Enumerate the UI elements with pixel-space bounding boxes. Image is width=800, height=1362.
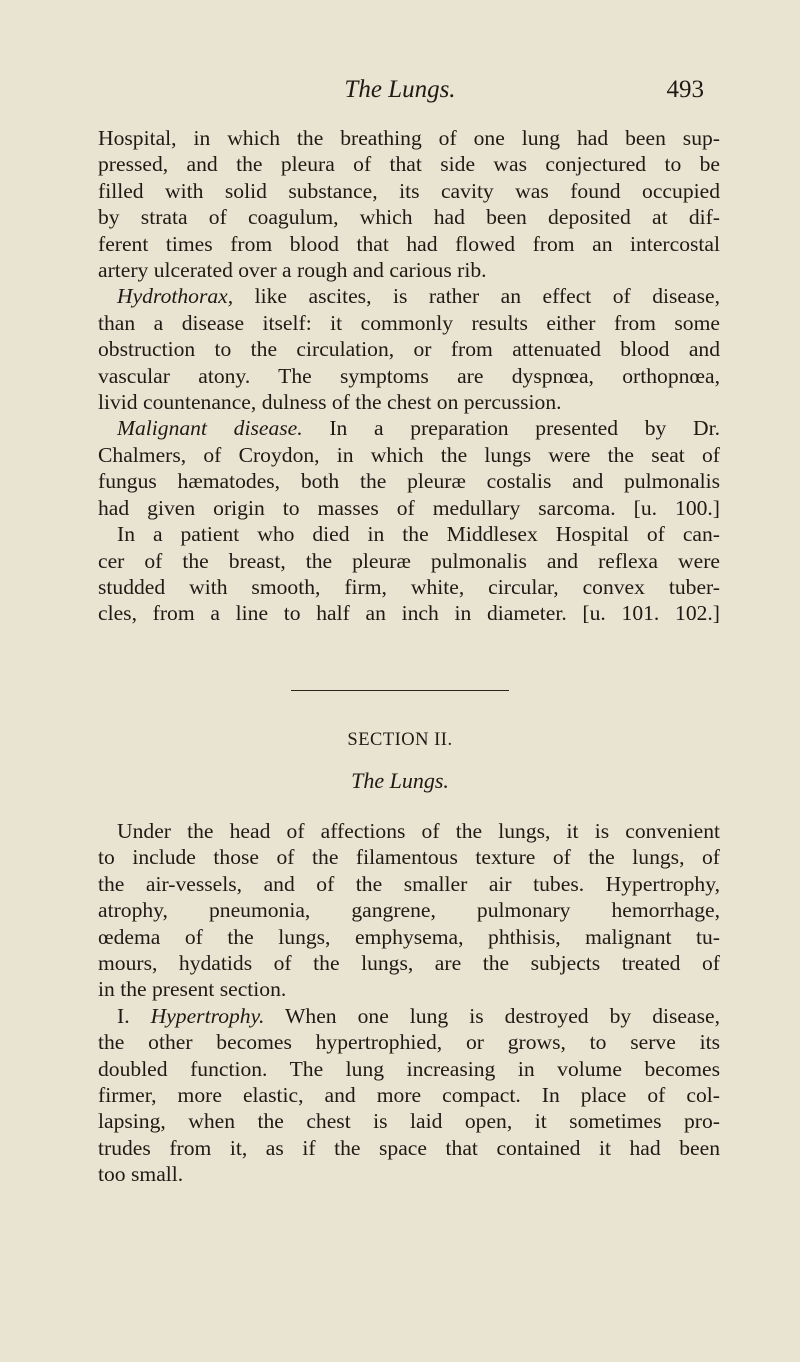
text-line: In a patient who died in the Middlesex Hospital of can- <box>117 522 720 547</box>
paragraph-introduction <box>98 818 720 1003</box>
text-line: in the present section. <box>98 977 287 1002</box>
text-line: Hospital, in which the breathing of one lung had been sup- <box>98 126 720 150</box>
text-line: vascular atony. The symptoms are dyspnœa, orthopnœa, <box>98 363 720 388</box>
running-head <box>0 72 800 112</box>
paragraph-hydrothorax <box>98 283 720 415</box>
text-line: pressed, and the pleura of that side was conjectured to be <box>98 152 720 177</box>
text-line: cles, from a line to half an inch in diameter. [u. 101. 102.] <box>98 601 720 626</box>
text-line <box>98 415 720 441</box>
text-line: trudes from it, as if the space that contained it had been <box>98 1135 720 1160</box>
paragraph-malignant-disease <box>98 415 720 521</box>
paragraph-continued <box>98 125 720 283</box>
text-line: to include those of the filamentous texture of the lungs, of <box>98 845 720 870</box>
text-line: œdema of the lungs, emphysema, phthisis, malignant tu- <box>98 924 720 949</box>
paragraph-hypertrophy <box>98 1003 720 1188</box>
text-block-2 <box>98 818 720 1188</box>
text-line <box>98 1003 720 1029</box>
running-title: The Lungs. <box>344 76 456 103</box>
text-line: artery ulcerated over a rough and carious rib. <box>98 258 487 283</box>
page-number: 493 <box>666 76 704 103</box>
term-hydrothorax: Hydrothorax, <box>117 284 234 309</box>
section-subtitle: The Lungs. <box>351 768 449 793</box>
text-line: filled with solid substance, its cavity was found occupied <box>98 178 720 203</box>
term-malignant-disease: Malignant disease. <box>117 416 303 441</box>
text-line: had given origin to masses of medullary sarcoma. [u. 100.] <box>98 495 720 520</box>
text-run: like ascites, is rather an effect of disease, <box>233 284 720 309</box>
text-line: fungus hæmatodes, both the pleuræ costalis and pulmonalis <box>98 469 720 494</box>
text-line: by strata of coagulum, which had been deposited at dif- <box>98 205 720 230</box>
text-run: In a preparation presented by Dr. <box>302 416 721 441</box>
text-line: ferent times from blood that had flowed from an intercostal <box>98 231 720 256</box>
text-line: studded with smooth, firm, white, circular, convex tuber- <box>98 574 720 599</box>
text-line: the other becomes hypertrophied, or grows, to serve its <box>98 1030 720 1055</box>
text-line: Under the head of affections of the lungs, it is convenient <box>117 819 720 843</box>
section-heading: SECTION II. <box>347 730 453 750</box>
text-line: livid countenance, dulness of the chest on percussion. <box>98 390 562 415</box>
text-line <box>98 283 720 309</box>
term-hypertrophy: Hypertrophy. <box>150 1003 265 1028</box>
text-block-1 <box>98 125 720 627</box>
text-line: mours, hydatids of the lungs, are the subjects treated of <box>98 951 720 976</box>
text-line: doubled function. The lung increasing in volume becomes <box>98 1056 720 1081</box>
text-line: Chalmers, of Croydon, in which the lungs were the seat of <box>98 442 720 467</box>
numeral: I. <box>117 1003 151 1028</box>
text-line: obstruction to the circulation, or from attenuated blood and <box>98 337 720 362</box>
text-line: than a disease itself: it commonly results either from some <box>98 310 720 335</box>
text-run: When one lung is destroyed by disease, <box>264 1003 720 1028</box>
text-line: the air-vessels, and of the smaller air tubes. Hypertrophy, <box>98 871 720 896</box>
section-divider <box>291 690 509 691</box>
text-line: cer of the breast, the pleuræ pulmonalis and reflexa were <box>98 548 720 573</box>
paragraph-middlesex-case <box>98 521 720 627</box>
text-line: lapsing, when the chest is laid open, it sometimes pro- <box>98 1109 720 1134</box>
text-line: atrophy, pneumonia, gangrene, pulmonary hemorrhage, <box>98 898 720 923</box>
text-line: too small. <box>98 1162 184 1187</box>
text-line: firmer, more elastic, and more compact. In place of col- <box>98 1083 720 1108</box>
